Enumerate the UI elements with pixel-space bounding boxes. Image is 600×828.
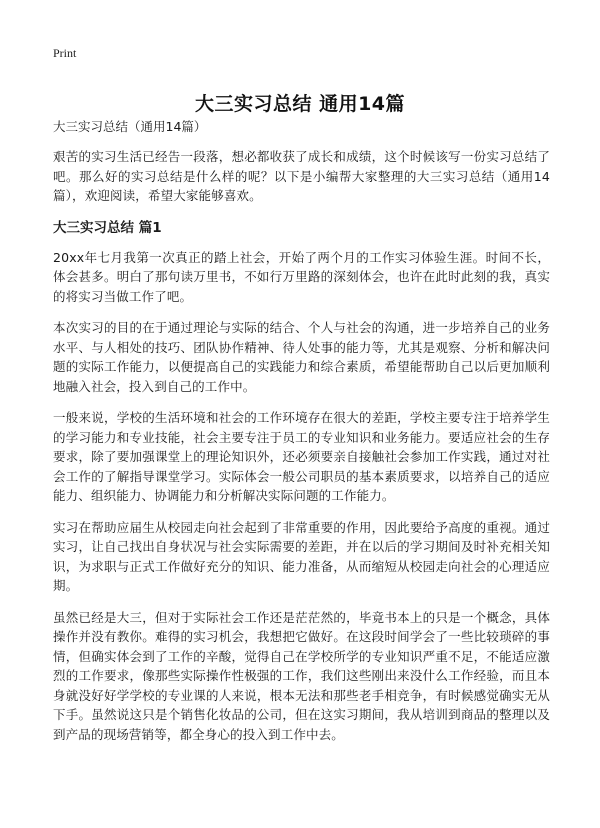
paragraph-2: 本次实习的目的在于通过理论与实际的结合、个人与社会的沟通，进一步培养自己的业务水平、与人相处的技巧、团队协作精神、待人处事的能力等，尤其是观察、分析和解决问题的实际工作能力，以便提高自己的实践能力和综合素质，希望能帮助自己以后更加顺利地融入社会，投入到自己的工作中。 <box>53 320 550 394</box>
page-title: 大三实习总结 通用14篇 <box>194 92 406 115</box>
print-link[interactable]: Print <box>53 46 77 60</box>
paragraph-1: 20xx年七月我第一次真正的踏上社会，开始了两个月的工作实习体验生涯。时间不长，体会甚多。明白了那句读万里书，不如行万里路的深刻体会，也许在此时此刻的我，真实的将实习当做工作了吧。 <box>53 249 550 304</box>
paragraph-4: 实习在帮助应届生从校园走向社会起到了非常重要的作用，因此要给予高度的重视。通过实习，让自己找出自身状况与社会实际需要的差距，并在以后的学习期间及时补充相关知识，为求职与正式工作做好充分的知识、能力准备，从而缩短从校园走向社会的心理适应期。 <box>53 519 550 593</box>
paragraph-3: 一般来说，学校的生活环境和社会的工作环境存在很大的差距，学校主要专注于培养学生的学习能力和专业技能，社会主要专注于员工的专业知识和业务能力。要适应社会的生存要求，除了要加强课堂上的理论知识外，还必须要亲自接触社会参加工作实践，通过对社会工作的了解指导课堂学习。实际体会一般公司职员的基本素质要求，以培养自己的适应能力、组织能力、协调能力和分析解决实际问题的工作能力。 <box>53 410 550 503</box>
intro-paragraph: 艰苦的实习生活已经告一段落，想必都收获了成长和成绩，这个时候该写一份实习总结了吧。那么好的实习总结是什么样的呢？以下是小编帮大家整理的大三实习总结（通用14篇），欢迎阅读，希望大家能够喜欢。 <box>53 149 550 203</box>
article-body <box>53 118 550 756</box>
section-heading: 大三实习总结 篇1 <box>53 219 162 236</box>
article-subtitle: 大三实习总结（通用14篇） <box>53 119 207 134</box>
paragraph-5: 虽然已经是大三，但对于实际社会工作还是茫茫然的，毕竟书本上的只是一个概念，具体操作并没有教你。难得的实习机会，我想把它做好。在这段时间学会了一些比较琐碎的事情，但确实体会到了工作的辛酸，觉得自己在学校所学的专业知识严重不足，不能适应激烈的工作要求，像那些实际操作性极强的工作，我们这些刚出来没什么工作经验，而且本身就没好好学学校的专业课的人来说，根本无法和那些老手相竞争，有时候感觉确实无从下手。虽然说这只是个销售化妆品的公司，但在这实习期间，我从培训到商品的整理以及到产品的现场营销等，都全身心的投入到工作中去。 <box>53 609 550 742</box>
